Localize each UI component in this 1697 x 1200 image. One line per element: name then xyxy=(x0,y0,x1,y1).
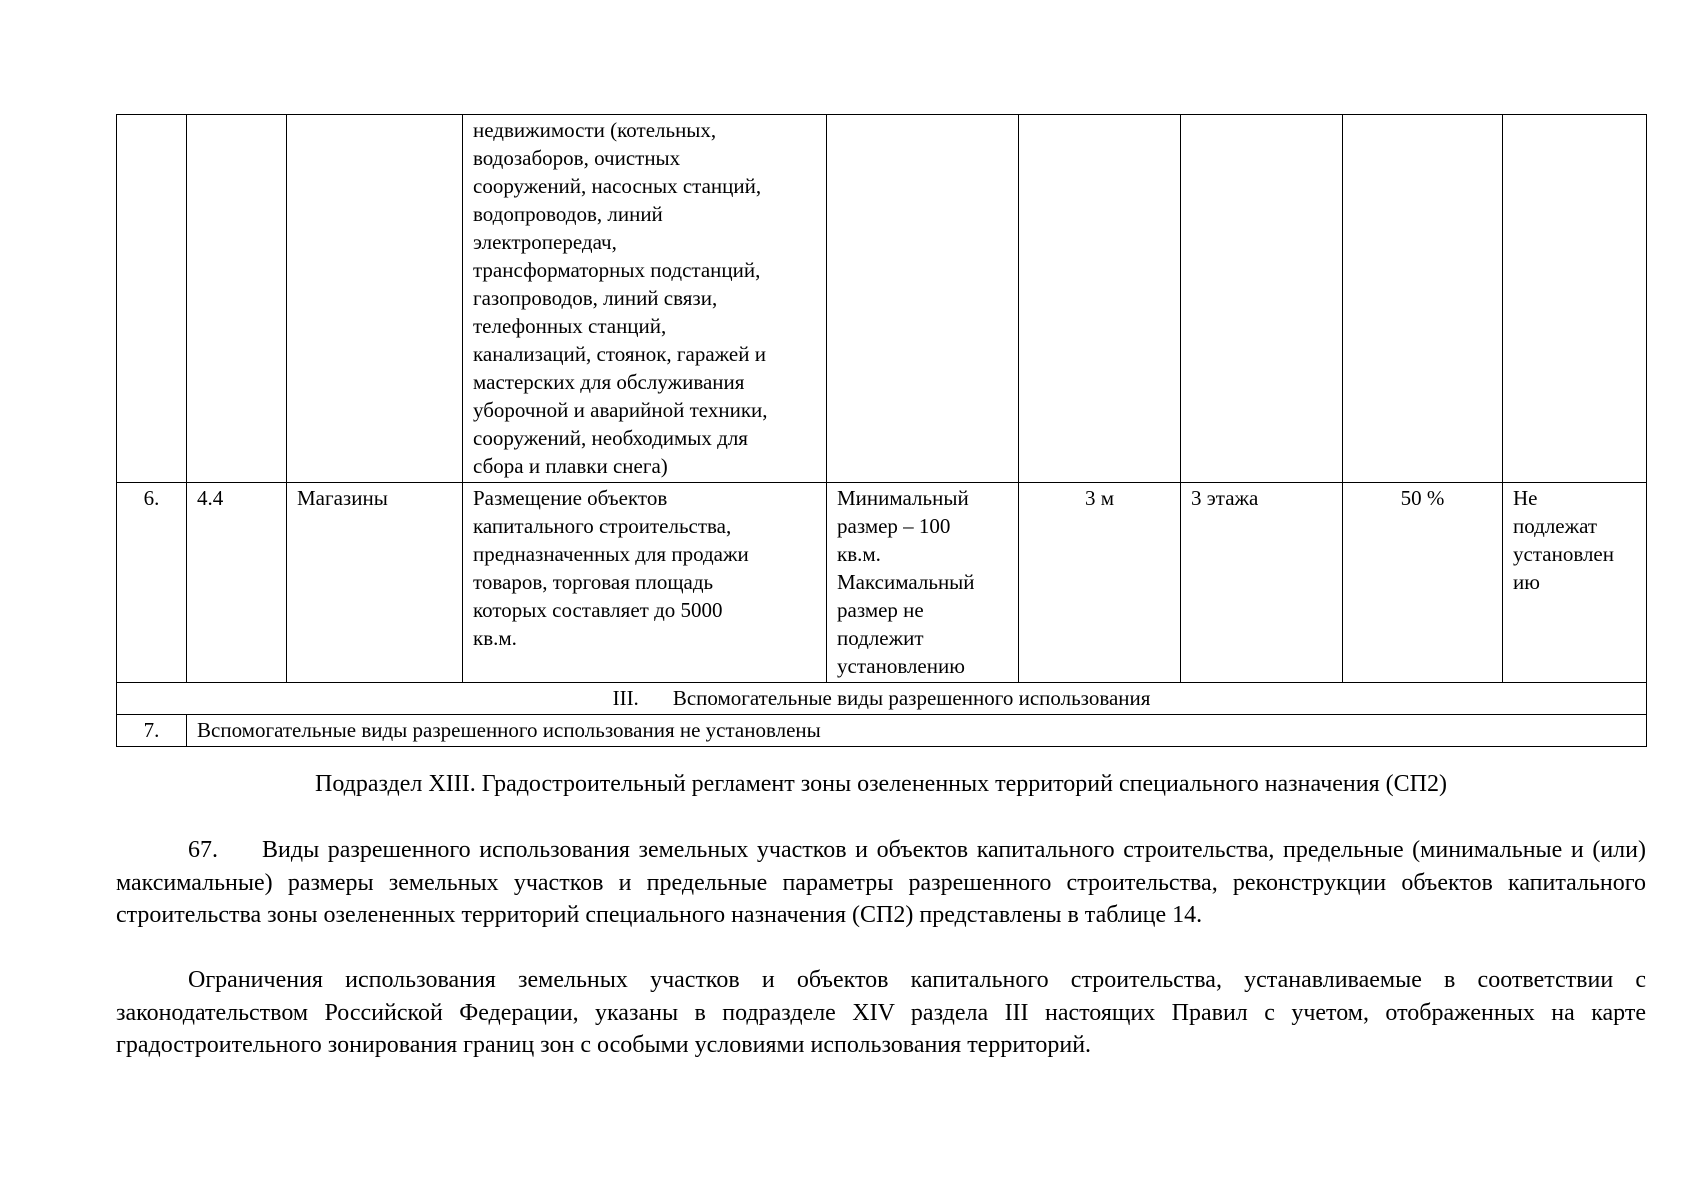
cell-other xyxy=(1503,115,1647,483)
section-number: III. xyxy=(612,686,639,710)
paragraph-67 xyxy=(116,834,1646,932)
cell-code: 4.4 xyxy=(187,483,287,683)
cell-text: Вспомогательные виды разрешенного использования не установлены xyxy=(187,715,1647,747)
section-title: Вспомогательные виды разрешенного использования xyxy=(672,686,1151,710)
cell-code xyxy=(187,115,287,483)
cell-other: Не подлежат установлен ию xyxy=(1503,483,1647,683)
cell-floors: 3 этажа xyxy=(1181,483,1343,683)
section-header-cell xyxy=(117,683,1647,715)
table-row xyxy=(117,715,1647,747)
cell-name: Магазины xyxy=(287,483,463,683)
cell-number xyxy=(117,115,187,483)
cell-name xyxy=(287,115,463,483)
cell-floors xyxy=(1181,115,1343,483)
cell-coverage xyxy=(1343,115,1503,483)
cell-setback: 3 м xyxy=(1019,483,1181,683)
subsection-title: Подраздел XIII. Градостроительный регламент зоны озелененных территорий специального назначения (СП2) xyxy=(315,771,1447,797)
cell-description: Размещение объектов капитального строительства, предназначенных для продажи товаров, торговая площадь которых составляет до 5000 кв.м. xyxy=(463,483,827,683)
cell-number: 6. xyxy=(117,483,187,683)
cell-number: 7. xyxy=(117,715,187,747)
section-header-row xyxy=(117,683,1647,715)
cell-plot-size xyxy=(827,115,1019,483)
cell-coverage: 50 % xyxy=(1343,483,1503,683)
paragraph-text: Виды разрешенного использования земельных участков и объектов капитального строительства, предельные (минимальные и (или) максимальные) размеры земельных участков и предельные параметры разрешенного строительства, реконструкции объектов капитального строительства зоны озелененных территорий специального назначения (СП2) представлены в таблице 14. xyxy=(116,837,1646,929)
paragraph-restrictions: Ограничения использования земельных участков и объектов капитального строительства, устанавливаемые в соответствии с законодательством Российской Федерации, указаны в подразделе XIV раздела III настоящих Правил с учетом, отображенных на карте градостроительного зонирования границ зон с особыми условиями использования территорий. xyxy=(116,967,1646,1059)
regulation-table xyxy=(116,114,1647,747)
table-row xyxy=(117,483,1647,683)
table-row-continued xyxy=(117,115,1647,483)
cell-description: недвижимости (котельных, водозаборов, очистных сооружений, насосных станций, водопроводов, линий электропередач, трансформаторных подстанций, газопроводов, линий связи, телефонных станций, канализаций, стоянок, гаражей и мастерских для обслуживания уборочной и аварийной техники, сооружений, необходимых для сбора и плавки снега) xyxy=(463,115,827,483)
cell-setback xyxy=(1019,115,1181,483)
cell-plot-size: Минимальный размер – 100 кв.м. Максимальный размер не подлежит установлению xyxy=(827,483,1019,683)
paragraph-number: 67. xyxy=(188,837,218,863)
